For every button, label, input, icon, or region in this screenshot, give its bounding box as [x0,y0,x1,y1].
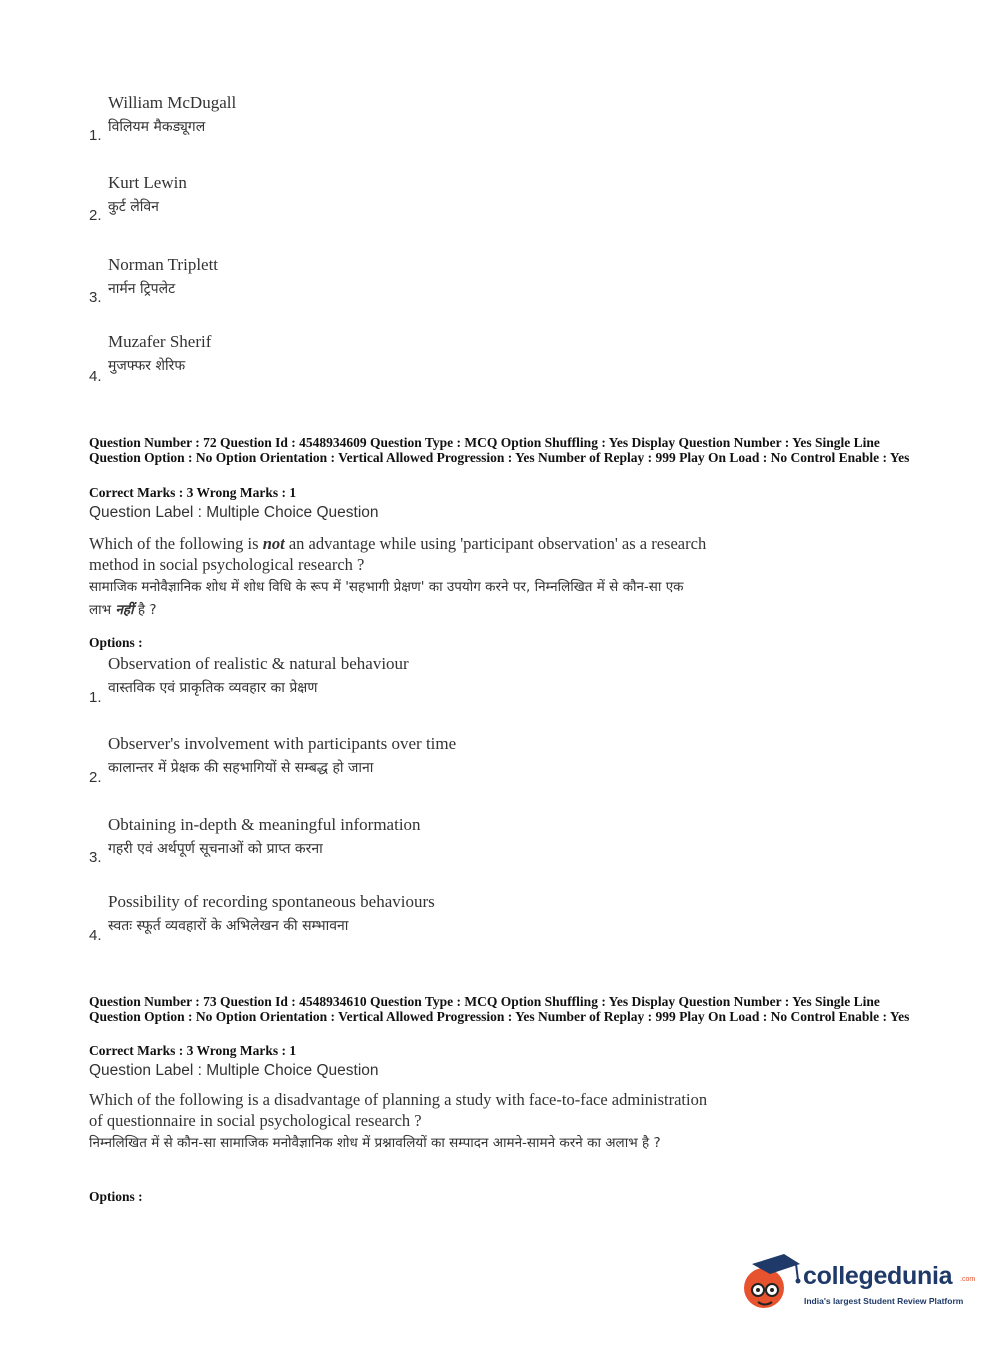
logo-tagline: India's largest Student Review Platform [804,1296,964,1306]
question-text [89,533,709,622]
question-marks: Correct Marks : 3 Wrong Marks : 1 [89,1043,297,1058]
collegedunia-logo [742,1250,976,1320]
option-number: 1. [89,127,102,144]
question-text-en: Which of the following is a disadvantage of planning a study with face-to-face administration of questionnaire in social psychological research ? [89,1090,708,1130]
emphasis-not: not [262,534,285,553]
option-text-en: Observation of realistic & natural behaviour [108,654,409,673]
option-text-hi: स्वतः स्फूर्त व्यवहारों के अभिलेखन की सम्भावना [108,918,349,934]
option-number: 4. [89,927,102,944]
question-meta: Question Number : 72 Question Id : 4548934609 Question Type : MCQ Option Shuffling : Yes Display Question Number : Yes Single Line Question Option : No Option Orientation : Vertical Allowed Progression : Yes Number of Replay : 999 Play On Load : No Control Enable : Yes [89,435,910,465]
emphasis-nahin: नहीं [115,602,134,618]
options-label: Options : [89,1189,143,1204]
option-number: 3. [89,289,102,306]
options-label: Options : [89,635,143,650]
question-text-hi: निम्नलिखित में से कौन-सा सामाजिक मनोवैज्ञानिक शोध में प्रश्नावलियों का सम्पादन आमने-सामने करने का अलाभ है ? [89,1135,661,1151]
option-number: 2. [89,207,102,224]
option-text-hi: विलियम मैकड्यूगल [108,119,206,135]
question-label: Question Label : Multiple Choice Question [89,504,379,521]
option-text-en: Kurt Lewin [108,173,187,192]
option-text-hi: गहरी एवं अर्थपूर्ण सूचनाओं को प्राप्त करना [108,841,323,857]
option-text-en: Possibility of recording spontaneous behaviours [108,892,435,911]
logo-dotcom: .com [960,1276,976,1283]
option-text-hi: वास्तविक एवं प्राकृतिक व्यवहार का प्रेक्षण [108,680,318,696]
option-text-hi: नार्मन ट्रिपलेट [108,281,176,297]
question-meta: Question Number : 73 Question Id : 4548934610 Question Type : MCQ Option Shuffling : Yes Display Question Number : Yes Single Line Question Option : No Option Orientation : Vertical Allowed Progression : Yes Number of Replay : 999 Play On Load : No Control Enable : Yes [89,994,910,1024]
option-text-en: Norman Triplett [108,255,219,274]
logo-name: collegedunia [803,1262,953,1290]
option-text-hi: कालान्तर में प्रेक्षक की सहभागियों से सम्बद्ध हो जाना [108,760,374,776]
option-text-en: Obtaining in-depth & meaningful information [108,815,421,834]
question-text [89,1089,709,1155]
option-text-hi: मुजफ्फर शेरिफ [108,358,186,374]
question-text-hi: सामाजिक मनोवैज्ञानिक शोध में शोध विधि के रूप में 'सहभागी प्रेक्षण' का उपयोग करने पर, निम्नलिखित में से कौन-सा एक लाभ नहीं है ? [89,579,684,618]
option-text-en: Observer's involvement with participants over time [108,734,457,753]
option-number: 1. [89,689,102,706]
question-label: Question Label : Multiple Choice Question [89,1062,379,1079]
option-number: 3. [89,849,102,866]
mascot-icon [742,1252,802,1314]
option-text-en: William McDugall [108,93,237,112]
option-text-hi: कुर्ट लेविन [108,199,159,215]
option-number: 2. [89,769,102,786]
option-text-en: Muzafer Sherif [108,332,212,351]
question-marks: Correct Marks : 3 Wrong Marks : 1 [89,485,297,500]
option-number: 4. [89,368,102,385]
question-text-en: Which of the following is not an advantage while using 'participant observation' as a research method in social psychological research ? [89,534,707,574]
